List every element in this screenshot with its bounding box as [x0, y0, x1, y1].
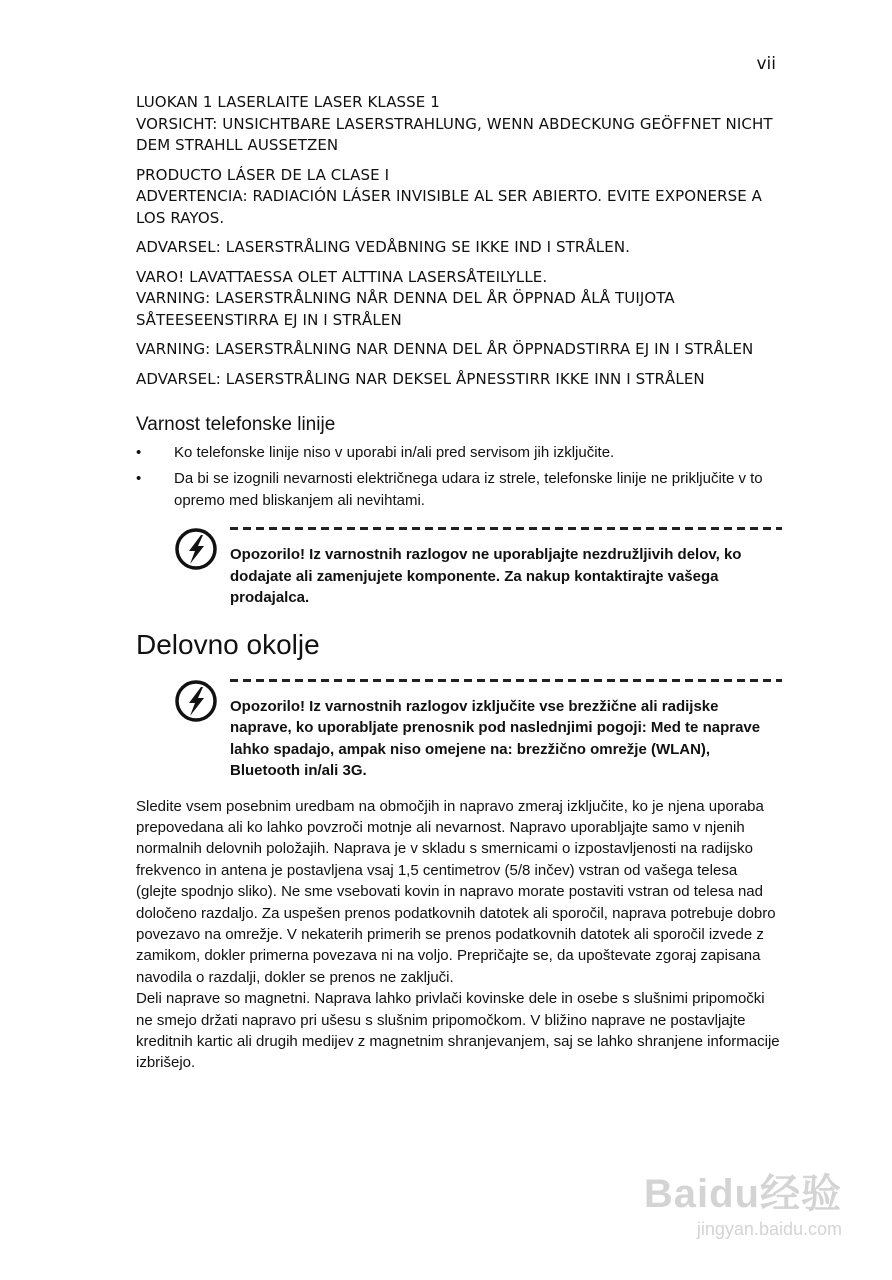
warning-text: Opozorilo! Iz varnostnih razlogov izključite vse brezžične ali radijske naprave, ko uporabljate prenosnik pod naslednjimi pogoji: Med te naprave lahko spadajo, ampak niso omejene na: brezžično omrežje (WLAN), Bluetooth in/ali 3G.	[230, 697, 761, 779]
warning-icon	[174, 679, 218, 723]
laser-block	[136, 369, 782, 391]
section-title-work: Delovno okolje	[136, 628, 320, 660]
list-item-text: Da bi se izognili nevarnosti električnega udara iz strele, telefonske linije ne priključite v to opremo med bliskanjem ali nevihtami.	[174, 470, 763, 509]
laser-block	[136, 237, 782, 259]
laser-line: LUOKAN 1 LASERLAITE LASER KLASSE 1	[136, 93, 440, 111]
laser-warnings	[136, 92, 782, 390]
warning-callout	[174, 679, 782, 782]
laser-block	[136, 165, 782, 230]
page-content	[136, 92, 782, 1074]
list-item-text: Ko telefonske linije niso v uporabi in/ali pred servisom jih izključite.	[174, 444, 615, 461]
bullet-icon: •	[136, 470, 142, 487]
warning-text: Opozorilo! Iz varnostnih razlogov ne uporabljajte nezdružljivih delov, ko dodajate ali zamenjujete komponente. Za nakup kontaktirajte vašega prodajalca.	[230, 546, 742, 606]
laser-line: PRODUCTO LÁSER DE LA CLASE I	[136, 165, 390, 184]
laser-line: ADVARSEL: LASERSTRÅLING VEDÅBNING SE IKKE IND I STRÅLEN.	[136, 238, 631, 256]
warning-icon	[174, 527, 218, 571]
watermark	[644, 1162, 842, 1240]
laser-line: VARNING: LASERSTRÅLNING NAR DENNA DEL ÅR ÖPPNADSTIRRA EJ IN I STRÅLEN	[136, 340, 754, 358]
warning-callout	[174, 527, 782, 609]
warning-divider	[230, 679, 782, 682]
warning-divider	[230, 527, 782, 530]
watermark-url: jingyan.baidu.com	[696, 1219, 842, 1239]
list-item	[136, 442, 782, 464]
bullet-icon: •	[136, 444, 142, 461]
section-title-phone: Varnost telefonske linije	[136, 414, 336, 435]
laser-line: ADVERTENCIA: RADIACIÓN LÁSER INVISIBLE AL SER ABIERTO. EVITE EXPONERSE A LOS RAYOS.	[136, 187, 763, 227]
laser-block	[136, 267, 782, 332]
phone-bullet-list	[136, 442, 782, 512]
body-paragraph: Sledite vsem posebnim uredbam na območjih in napravo zmeraj izključite, ko je njena uporaba prepovedana ali ko lahko povzroči motnje ali nevarnost. Napravo uporabljajte samo v njenih normalnih delovnih položajih. Naprava je v skladu s smernicami o izpostavljenosti na radijsko frekvenco in antena je postavljena vsaj 1,5 centimetrov (5/8 inčev) vstran od vašega telesa (glejte spodnjo sliko). Ne sme vsebovati kovin in napravo morate postaviti vstran od telesa nad določeno razdaljo. Za uspešen prenos podatkovnih datotek ali sporočil, naprava potrebuje dobro povezavo na omrežje. V nekaterih primerih se prenos podatkovnih datotek ali sporočil izvede z zamikom, dokler primerna povezava ni na voljo. Prepričajte se, da upoštevate zgoraj zapisana navodila o razdalji, dokler se prenos ne zaključi.	[136, 797, 776, 986]
laser-line: VARNING: LASERSTRÅLNING NÅR DENNA DEL ÅR ÖPPNAD ÅLÅ TUIJOTA SÅTEESEENSTIRRA EJ IN I STRÅLEN	[136, 289, 675, 329]
watermark-brand: Baidu经验	[643, 1172, 842, 1216]
laser-block	[136, 92, 782, 157]
body-paragraph: Deli naprave so magnetni. Naprava lahko privlači kovinske dele in osebe s slušnimi pripomočki ne smejo držati napravo pri ušesu s slušnim pripomočkom. V bližino naprave ne postavljajte kreditnih kartic ali drugih medijev z magnetnim shranjevanjem, saj se lahko shranjene informacije izbrišejo.	[136, 990, 780, 1072]
laser-block	[136, 339, 782, 361]
laser-line: VARO! LAVATTAESSA OLET ALTTINA LASERSÅTEILYLLE.	[136, 267, 548, 286]
list-item	[136, 468, 782, 512]
laser-line: VORSICHT: UNSICHTBARE LASERSTRAHLUNG, WENN ABDECKUNG GEÖFFNET NICHT DEM STRAHLL AUSSETZEN	[136, 114, 773, 154]
laser-line: ADVARSEL: LASERSTRÅLING NAR DEKSEL ÅPNESSTIRR IKKE INN I STRÅLEN	[136, 369, 705, 388]
page-number: vii	[756, 54, 776, 74]
